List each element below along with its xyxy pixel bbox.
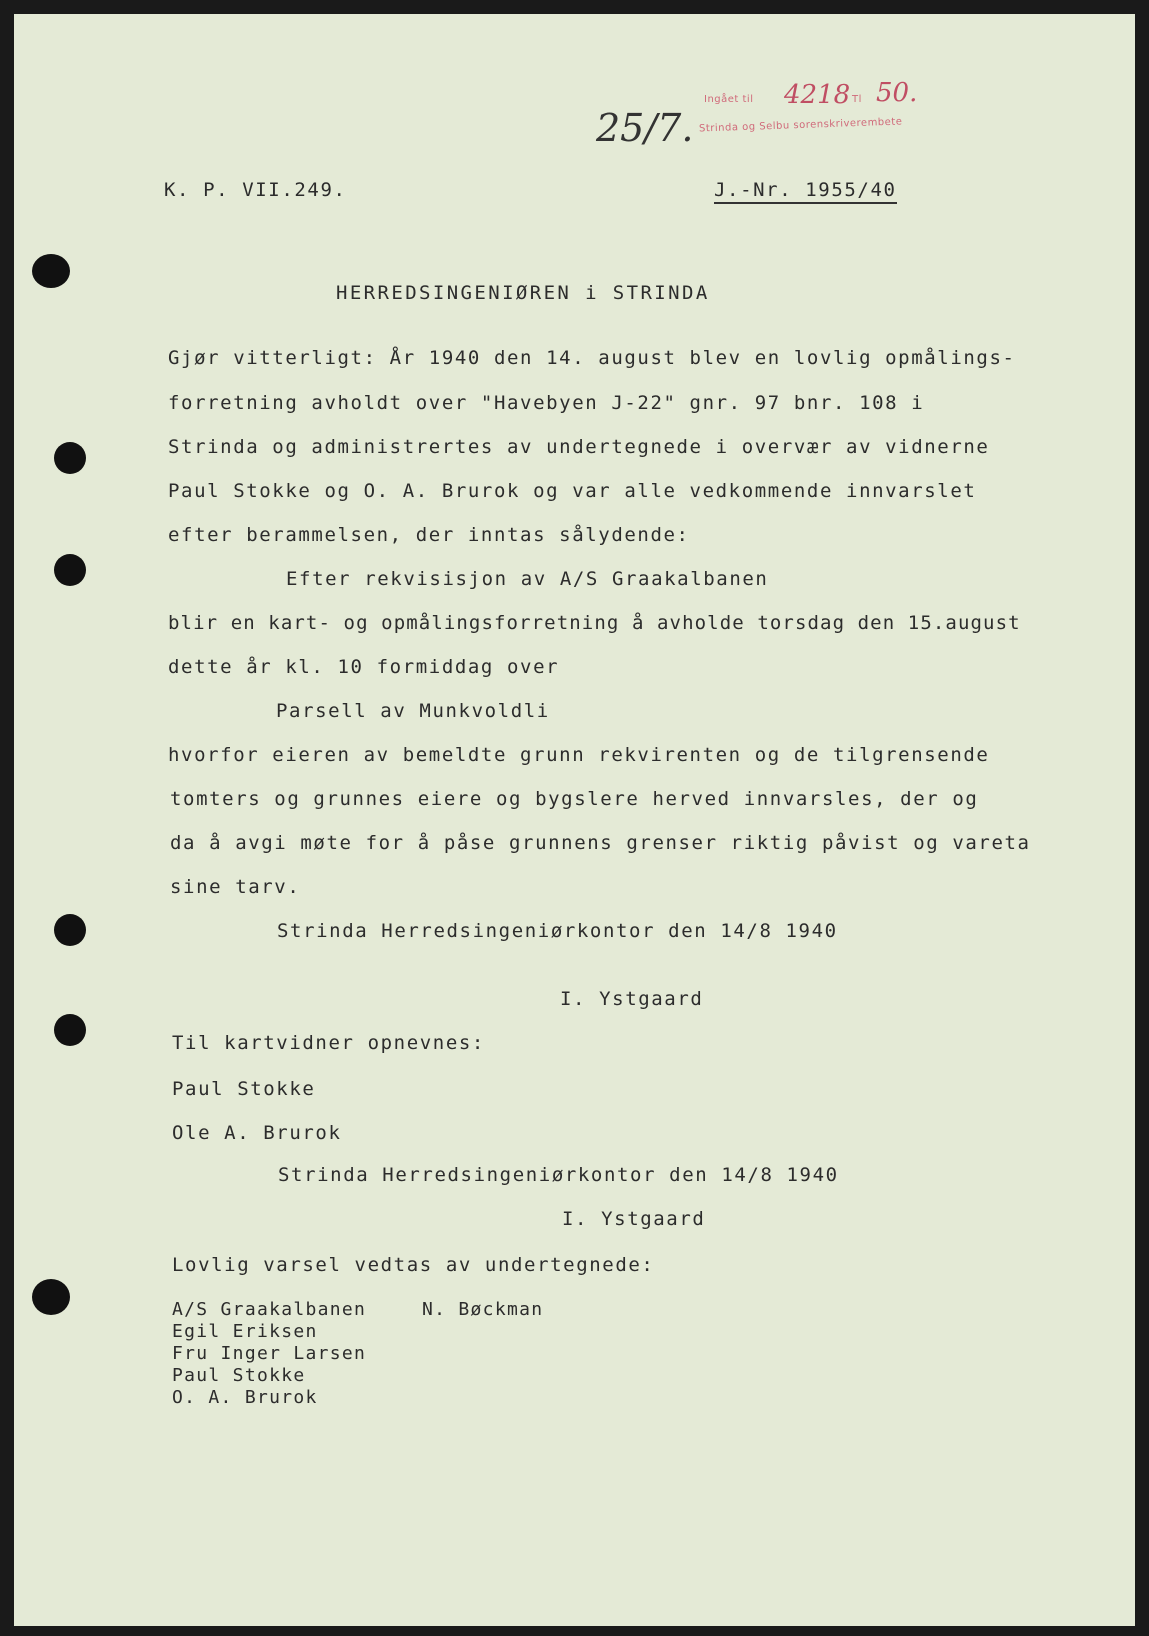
body-line: I. Ystgaard	[562, 1208, 706, 1230]
body-line: da å avgi møte for å påse grunnens grenser riktig påvist og vareta	[170, 832, 1031, 854]
body-line: Til kartvidner opnevnes:	[172, 1032, 485, 1054]
stamp-number: 4218	[784, 80, 851, 110]
signature-name: Paul Stokke	[172, 1365, 306, 1386]
body-line: sine tarv.	[170, 876, 301, 898]
handwritten-note: 25/7.	[596, 106, 694, 150]
stamp-year: 50.	[876, 78, 918, 108]
body-line: Gjør vitterligt: År 1940 den 14. august blev en lovlig opmålings-	[168, 347, 1016, 369]
document-page	[14, 14, 1135, 1626]
body-line: dette år kl. 10 formiddag over	[168, 656, 560, 678]
punch-hole	[32, 1279, 70, 1315]
signature-name: A/S Graakalbanen	[172, 1299, 367, 1320]
stamp-prefix: Ingået til	[704, 94, 754, 105]
punch-hole	[54, 554, 86, 586]
punch-hole	[54, 914, 86, 946]
body-line: Paul Stokke og O. A. Brurok og var alle vedkommende innvarslet	[168, 480, 977, 502]
punch-hole	[32, 254, 70, 288]
punch-hole	[54, 1014, 86, 1046]
body-line: tomters og grunnes eiere og bygslere herved innvarsles, der og	[170, 788, 979, 810]
body-line: Ole A. Brurok	[172, 1122, 342, 1144]
body-line: blir en kart- og opmålingsforretning å avholde torsdag den 15.august	[168, 612, 1021, 634]
body-line: Strinda Herredsingeniørkontor den 14/8 1940	[278, 1164, 839, 1186]
body-line: Efter rekvisisjon av A/S Graakalbanen	[286, 568, 769, 590]
body-line: forretning avholdt over "Havebyen J-22" gnr. 97 bnr. 108 i	[168, 392, 925, 414]
body-line: Paul Stokke	[172, 1078, 316, 1100]
body-line: Parsell av Munkvoldli	[276, 700, 550, 722]
signature-name: Fru Inger Larsen	[172, 1343, 367, 1364]
body-line: I. Ystgaard	[560, 988, 704, 1010]
body-line: Lovlig varsel vedtas av undertegnede:	[172, 1254, 655, 1276]
signature-name: N. Bøckman	[422, 1299, 544, 1320]
body-line: hvorfor eieren av bemeldte grunn rekvirenten og de tilgrensende	[168, 744, 990, 766]
stamp-tl: Tl	[852, 94, 862, 105]
signature-name: O. A. Brurok	[172, 1387, 318, 1408]
body-line: Strinda og administrertes av undertegnede i overvær av vidnerne	[168, 436, 990, 458]
journal-number: J.-Nr. 1955/40	[714, 179, 897, 204]
stamp-office: Strinda og Selbu sorenskriverembete	[698, 116, 903, 135]
reference-left: K. P. VII.249.	[164, 179, 347, 201]
body-line: efter berammelsen, der inntas sålydende:	[168, 524, 690, 546]
signature-name: Egil Eriksen	[172, 1321, 318, 1342]
document-title: HERREDSINGENIØREN i STRINDA	[336, 282, 710, 304]
body-line: Strinda Herredsingeniørkontor den 14/8 1940	[277, 920, 838, 942]
punch-hole	[54, 442, 86, 474]
